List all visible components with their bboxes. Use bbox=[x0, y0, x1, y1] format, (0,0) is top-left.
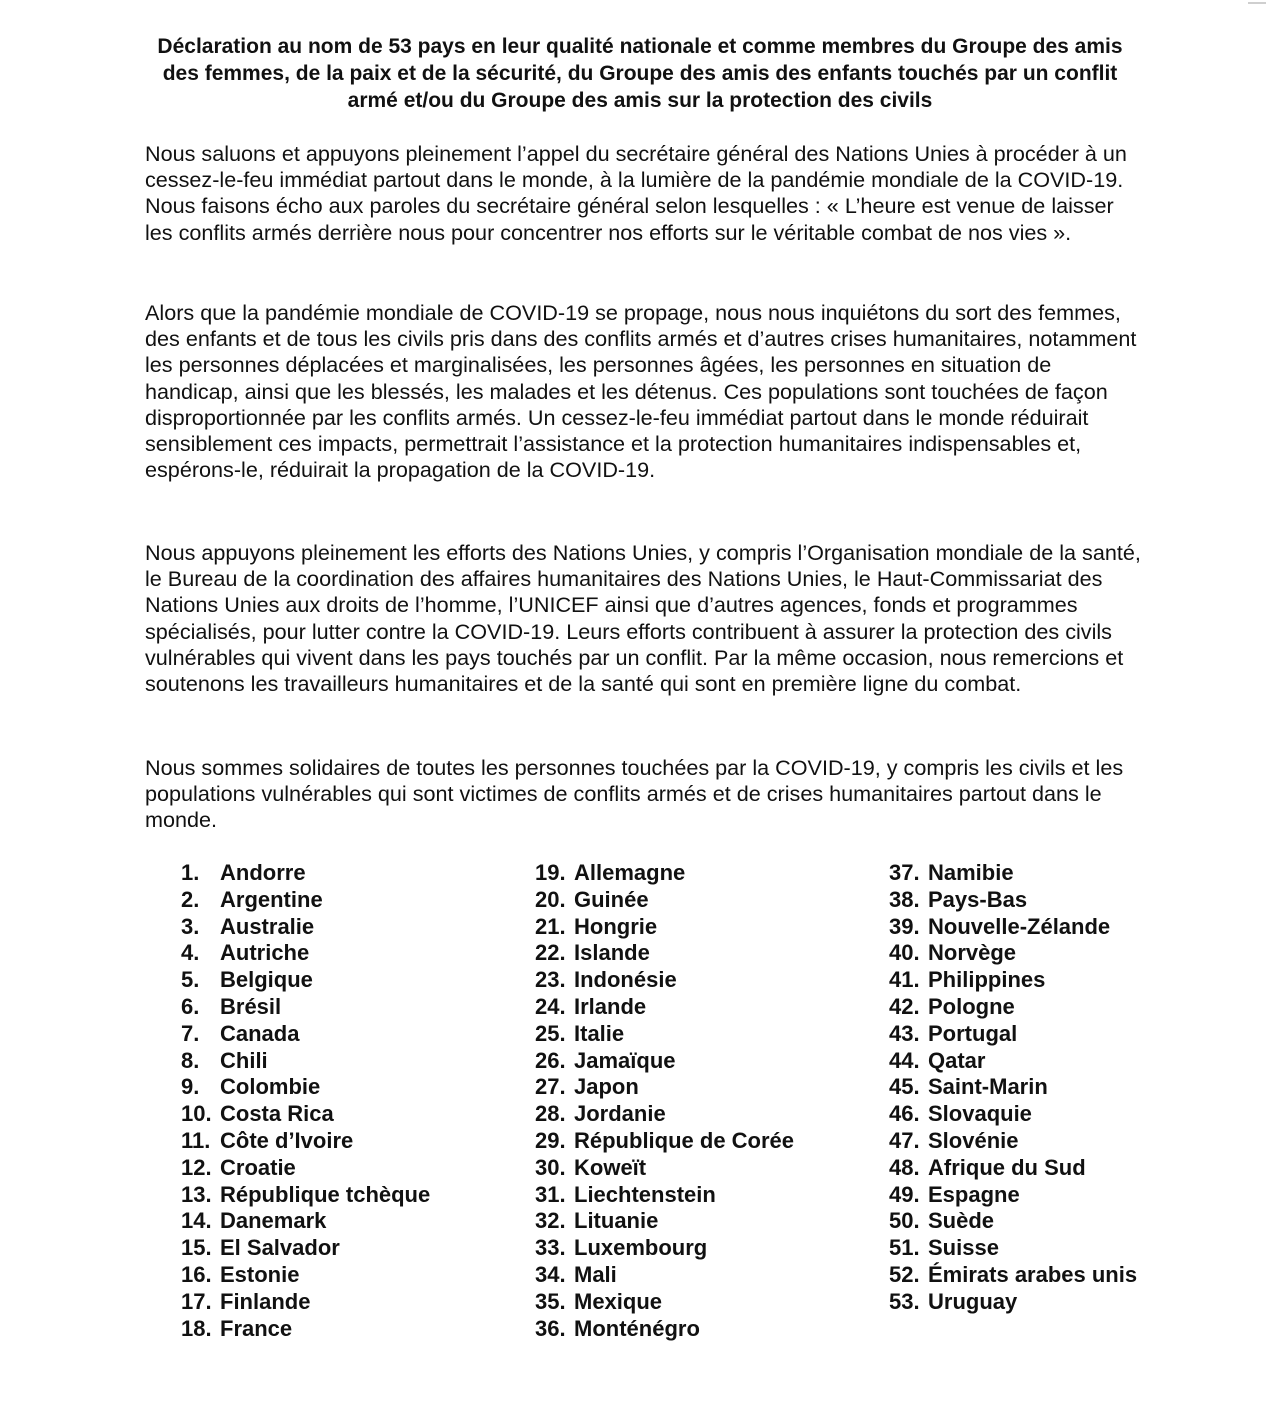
country-number: 37. bbox=[889, 860, 920, 885]
country-list-item bbox=[889, 1155, 1229, 1182]
country-number: 12. bbox=[181, 1154, 212, 1180]
country-number: 3. bbox=[181, 913, 200, 939]
country-name: Pologne bbox=[928, 993, 1015, 1019]
country-list-item bbox=[535, 967, 865, 994]
country-list-item bbox=[889, 1182, 1229, 1209]
country-number: 48. bbox=[889, 1154, 920, 1180]
country-number: 30. bbox=[535, 1154, 566, 1180]
country-list-item bbox=[889, 1128, 1229, 1155]
country-name: El Salvador bbox=[220, 1235, 340, 1261]
country-number: 8. bbox=[181, 1047, 200, 1073]
country-list-item bbox=[889, 914, 1229, 941]
country-list-item bbox=[889, 1235, 1229, 1262]
country-list-item bbox=[181, 1155, 501, 1182]
country-number: 22. bbox=[535, 940, 566, 966]
country-list-item bbox=[181, 1128, 501, 1155]
country-list-item bbox=[535, 1182, 865, 1209]
country-name: Colombie bbox=[220, 1074, 321, 1100]
country-name: Jordanie bbox=[574, 1101, 666, 1127]
country-number: 4. bbox=[181, 940, 200, 966]
country-list-item bbox=[889, 1289, 1229, 1316]
country-number: 27. bbox=[535, 1074, 566, 1100]
country-name: Saint-Marin bbox=[928, 1074, 1048, 1100]
country-number: 16. bbox=[181, 1261, 212, 1287]
country-number: 51. bbox=[889, 1235, 920, 1261]
paragraph-1: Nous saluons et appuyons pleinement l’appel du secrétaire général des Nations Unies à procéder à un cessez-le-feu immédiat partout dans le monde, à la lumière de la pandémie mondiale de la COVID-19. Nous faisons écho aux paroles du secrétaire général selon lesquelles : « L’heure est venue de laisser les conflits armés derrière nous pour concentrer nos efforts sur le véritable combat de nos vies ». bbox=[145, 141, 1127, 245]
country-name: Indonésie bbox=[574, 967, 677, 993]
country-list-item bbox=[181, 967, 501, 994]
country-number: 23. bbox=[535, 967, 566, 993]
country-list-item bbox=[889, 1208, 1229, 1235]
country-list-item bbox=[889, 860, 1229, 887]
country-list-column-1 bbox=[181, 860, 501, 1342]
country-list-item bbox=[535, 1128, 865, 1155]
country-name: Argentine bbox=[220, 886, 323, 912]
country-number: 32. bbox=[535, 1208, 566, 1234]
country-list-item bbox=[181, 1235, 501, 1262]
country-name: République tchèque bbox=[220, 1181, 431, 1207]
country-name: Japon bbox=[574, 1074, 639, 1100]
country-list-item bbox=[535, 1316, 865, 1343]
country-list-item bbox=[889, 1021, 1229, 1048]
country-list-item bbox=[535, 887, 865, 914]
country-name: Portugal bbox=[928, 1020, 1018, 1046]
country-number: 21. bbox=[535, 913, 566, 939]
country-number: 11. bbox=[181, 1127, 211, 1153]
country-name: Slovénie bbox=[928, 1127, 1019, 1153]
country-number: 25. bbox=[535, 1020, 566, 1046]
country-number: 47. bbox=[889, 1127, 920, 1153]
country-list-item bbox=[181, 860, 501, 887]
country-number: 53. bbox=[889, 1288, 920, 1314]
country-name: Belgique bbox=[220, 967, 313, 993]
country-number: 9. bbox=[181, 1074, 200, 1100]
country-name: Monténégro bbox=[574, 1315, 700, 1341]
country-number: 7. bbox=[181, 1020, 200, 1046]
country-name: Islande bbox=[574, 940, 650, 966]
country-list-item bbox=[535, 1021, 865, 1048]
country-list-item bbox=[181, 1021, 501, 1048]
country-name: Suisse bbox=[928, 1235, 999, 1261]
country-number: 1. bbox=[181, 860, 200, 885]
country-number: 2. bbox=[181, 886, 200, 912]
country-list-item bbox=[535, 1048, 865, 1075]
country-number: 6. bbox=[181, 993, 200, 1019]
country-number: 42. bbox=[889, 993, 920, 1019]
country-name: Mali bbox=[574, 1261, 617, 1287]
country-list-item bbox=[535, 940, 865, 967]
country-list-item bbox=[889, 1101, 1229, 1128]
country-number: 28. bbox=[535, 1101, 566, 1127]
country-name: Nouvelle-Zélande bbox=[928, 913, 1111, 939]
country-list-item bbox=[181, 1262, 501, 1289]
country-number: 50. bbox=[889, 1208, 920, 1234]
country-name: Koweït bbox=[574, 1154, 647, 1180]
country-number: 34. bbox=[535, 1261, 566, 1287]
country-number: 13. bbox=[181, 1181, 212, 1207]
country-list-item bbox=[535, 1235, 865, 1262]
country-list-item bbox=[535, 860, 865, 887]
country-list-item bbox=[181, 1289, 501, 1316]
country-list-item bbox=[181, 940, 501, 967]
country-number: 43. bbox=[889, 1020, 920, 1046]
country-name: Allemagne bbox=[574, 860, 686, 885]
country-number: 17. bbox=[181, 1288, 212, 1314]
country-number: 29. bbox=[535, 1127, 566, 1153]
country-list-item bbox=[889, 967, 1229, 994]
country-list-item bbox=[181, 914, 501, 941]
country-number: 35. bbox=[535, 1288, 566, 1314]
country-name: France bbox=[220, 1315, 293, 1341]
country-name: Guinée bbox=[574, 886, 649, 912]
country-number: 40. bbox=[889, 940, 920, 966]
country-list-column-2 bbox=[535, 860, 865, 1342]
country-number: 10. bbox=[181, 1101, 212, 1127]
country-name: Jamaïque bbox=[574, 1047, 676, 1073]
country-list-item bbox=[181, 1048, 501, 1075]
country-list-item bbox=[889, 940, 1229, 967]
country-number: 49. bbox=[889, 1181, 920, 1207]
country-number: 45. bbox=[889, 1074, 920, 1100]
country-name: Andorre bbox=[220, 860, 306, 885]
country-name: Luxembourg bbox=[574, 1235, 708, 1261]
country-name: Danemark bbox=[220, 1208, 327, 1234]
country-name: Hongrie bbox=[574, 913, 658, 939]
country-name: Irlande bbox=[574, 993, 647, 1019]
country-name: Norvège bbox=[928, 940, 1017, 966]
country-list-item bbox=[535, 1155, 865, 1182]
country-name: Namibie bbox=[928, 860, 1014, 885]
country-number: 44. bbox=[889, 1047, 920, 1073]
country-list-item bbox=[889, 1262, 1229, 1289]
country-list-item bbox=[535, 1208, 865, 1235]
country-name: Chili bbox=[220, 1047, 268, 1073]
country-name: Finlande bbox=[220, 1288, 311, 1314]
country-list-item bbox=[181, 1316, 501, 1343]
country-number: 31. bbox=[535, 1181, 566, 1207]
country-list-item bbox=[535, 914, 865, 941]
country-list-item bbox=[535, 1074, 865, 1101]
country-number: 36. bbox=[535, 1315, 566, 1341]
country-number: 41. bbox=[889, 967, 920, 993]
paragraph-3: Nous appuyons pleinement les efforts des Nations Unies, y compris l’Organisation mondiale de la santé, le Bureau de la coordination des affaires humanitaires des Nations Unies, le Haut-Commissariat des Nations Unies aux droits de l’homme, l’UNICEF ainsi que d’autres agences, fonds et programmes spécialisés, pour lutter contre la COVID-19. Leurs efforts contribuent à assurer la protection des civils vulnérables qui vivent dans les pays touchés par un conflit. Par la même occasion, nous remercions et soutenons les travailleurs humanitaires et de la santé qui sont en première ligne du combat. bbox=[145, 540, 1141, 697]
country-number: 19. bbox=[535, 860, 566, 885]
country-name: Uruguay bbox=[928, 1288, 1018, 1314]
country-name: Lituanie bbox=[574, 1208, 659, 1234]
country-number: 14. bbox=[181, 1208, 212, 1234]
country-name: Croatie bbox=[220, 1154, 296, 1180]
country-name: Estonie bbox=[220, 1261, 300, 1287]
paragraph-4: Nous sommes solidaires de toutes les personnes touchées par la COVID-19, y compris les civils et les populations vulnérables qui sont victimes de conflits armés et de crises humanitaires partout dans le monde. bbox=[145, 755, 1124, 833]
country-name: Autriche bbox=[220, 940, 310, 966]
country-name: Costa Rica bbox=[220, 1101, 334, 1127]
page-corner-mark bbox=[1248, 0, 1266, 4]
country-name: Italie bbox=[574, 1020, 625, 1046]
country-name: Espagne bbox=[928, 1181, 1020, 1207]
country-name: Canada bbox=[220, 1020, 300, 1046]
country-list-item bbox=[181, 1074, 501, 1101]
country-list-column-3 bbox=[889, 860, 1229, 1316]
country-list-item bbox=[181, 1208, 501, 1235]
country-list-item bbox=[535, 994, 865, 1021]
country-list-item bbox=[889, 994, 1229, 1021]
country-name: Émirats arabes unis bbox=[928, 1261, 1138, 1287]
country-list-item bbox=[535, 1289, 865, 1316]
country-name: Brésil bbox=[220, 993, 282, 1019]
paragraph-2: Alors que la pandémie mondiale de COVID-19 se propage, nous nous inquiétons du sort des femmes, des enfants et de tous les civils pris dans des conflits armés et d’autres crises humanitaires, notamment les personnes déplacées et marginalisées, les personnes âgées, les personnes en situation de handicap, ainsi que les blessés, les malades et les détenus. Ces populations sont touchées de façon disproportionnée par les conflits armés. Un cessez-le-feu immédiat partout dans le monde réduirait sensiblement ces impacts, permettrait l’assistance et la protection humanitaires indispensables et, espérons-le, réduirait la propagation de la COVID-19. bbox=[145, 300, 1137, 483]
country-list-item bbox=[535, 1101, 865, 1128]
country-number: 24. bbox=[535, 993, 566, 1019]
country-list-item bbox=[535, 1262, 865, 1289]
country-name: Philippines bbox=[928, 967, 1046, 993]
country-name: Qatar bbox=[928, 1047, 986, 1073]
country-list-item bbox=[889, 1048, 1229, 1075]
country-list-item bbox=[889, 887, 1229, 914]
country-number: 20. bbox=[535, 886, 566, 912]
country-number: 38. bbox=[889, 886, 920, 912]
country-name: Mexique bbox=[574, 1288, 663, 1314]
country-number: 39. bbox=[889, 913, 920, 939]
country-name: Liechtenstein bbox=[574, 1181, 716, 1207]
country-name: Suède bbox=[928, 1208, 995, 1234]
document-title: Déclaration au nom de 53 pays en leur qualité nationale et comme membres du Groupe des amis des femmes, de la paix et de la sécurité, du Groupe des amis des enfants touchés par un conflit armé et/ou du Groupe des amis sur la protection des civils bbox=[157, 35, 1123, 112]
country-number: 26. bbox=[535, 1047, 566, 1073]
country-name: Afrique du Sud bbox=[928, 1154, 1086, 1180]
country-list-item bbox=[889, 1074, 1229, 1101]
country-number: 52. bbox=[889, 1261, 920, 1287]
country-number: 5. bbox=[181, 967, 200, 993]
country-list-item bbox=[181, 994, 501, 1021]
country-name: Australie bbox=[220, 913, 315, 939]
country-list-item bbox=[181, 1182, 501, 1209]
country-number: 46. bbox=[889, 1101, 920, 1127]
country-number: 15. bbox=[181, 1235, 212, 1261]
country-list-item bbox=[181, 887, 501, 914]
country-name: Pays-Bas bbox=[928, 886, 1028, 912]
country-name: République de Corée bbox=[574, 1127, 795, 1153]
country-name: Côte d’Ivoire bbox=[220, 1127, 354, 1153]
country-name: Slovaquie bbox=[928, 1101, 1032, 1127]
country-number: 33. bbox=[535, 1235, 566, 1261]
country-list-item bbox=[181, 1101, 501, 1128]
country-number: 18. bbox=[181, 1315, 212, 1341]
